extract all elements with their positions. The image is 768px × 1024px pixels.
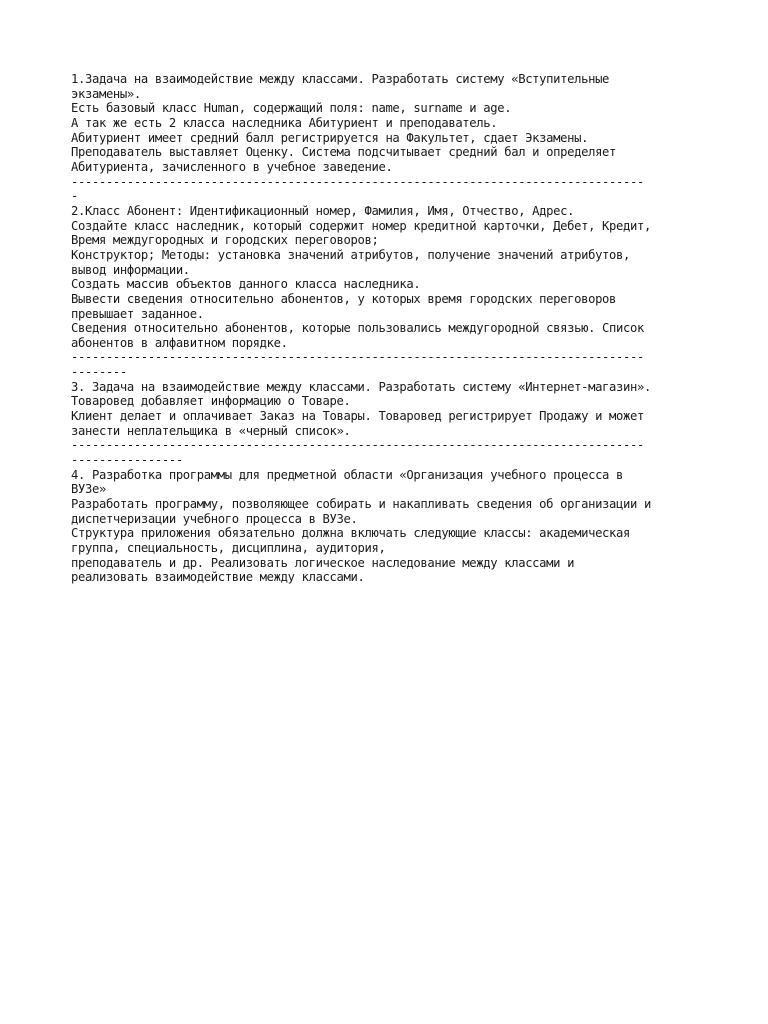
text-line: - xyxy=(71,189,78,204)
text-line: ---------------------------------------------------------------------------------- xyxy=(71,438,644,453)
text-line: 2.Класс Абонент: Идентификационный номер, Фамилия, Имя, Отчество, Адрес. xyxy=(71,203,575,218)
text-line: реализовать взаимодействие между классами. xyxy=(71,570,365,585)
text-line: А так же есть 2 класса наследника Абитуриент и преподаватель. xyxy=(71,115,498,130)
text-line: Конструктор; Методы: установка значений атрибутов, получение значений атрибутов, xyxy=(71,247,631,262)
text-line: ---------------- xyxy=(71,453,183,468)
text-line: 1.Задача на взаимодействие между классами. Разработать систему «Вступительные xyxy=(71,72,610,86)
text-line: Вывести сведения относительно абонентов, у которых время городских переговоров xyxy=(71,291,617,306)
text-line: Преподаватель выставляет Оценку. Система подсчитывает средний бал и определяет xyxy=(71,145,617,160)
text-line: Сведения относительно абонентов, которые пользовались междугородной связью. Список xyxy=(71,321,644,336)
text-line: Есть базовый класс Human, содержащий поля: name, surname и age. xyxy=(71,101,512,116)
text-line: Структура приложения обязательно должна включать следующие классы: академическая xyxy=(71,526,631,541)
text-line: 4. Разработка программы для предметной области «Организация учебного процесса в xyxy=(71,467,624,482)
text-line: -------- xyxy=(71,365,127,380)
text-line: Абитуриента, зачисленного в учебное заведение. xyxy=(71,159,393,174)
document-text xyxy=(71,72,711,585)
text-line: превышает заданное. xyxy=(71,306,204,321)
text-line: Создать массив объектов данного класса наследника. xyxy=(71,277,421,292)
text-line: 3. Задача на взаимодействие между классами. Разработать систему «Интернет-магазин». xyxy=(71,379,651,394)
text-line: Клиент делает и оплачивает Заказ на Товары. Товаровед регистрирует Продажу и может xyxy=(71,409,644,424)
text-line: группа, специальность, дисциплина, аудитория, xyxy=(71,541,386,555)
text-line: преподаватель и др. Реализовать логическое наследование между классами и xyxy=(71,555,575,570)
text-line: ---------------------------------------------------------------------------------- xyxy=(71,174,644,189)
text-line: диспетчеризации учебного процесса в ВУЗе. xyxy=(71,511,358,526)
text-line: ВУЗе» xyxy=(71,482,106,497)
text-line: Время междугородных и городских переговоров; xyxy=(71,233,379,248)
text-line: Разработать программу, позволяющее собирать и накапливать сведения об организации и xyxy=(71,497,651,512)
text-line: экзамены». xyxy=(71,86,141,101)
text-line: Абитуриент имеет средний балл регистрируется на Факультет, сдает Экзамены. xyxy=(71,130,589,145)
text-line: вывод информации. xyxy=(71,262,190,277)
text-line: ---------------------------------------------------------------------------------- xyxy=(71,350,644,365)
text-line: Товаровед добавляет информацию о Товаре. xyxy=(71,394,351,409)
text-line: абонентов в алфавитном порядке. xyxy=(71,335,288,350)
text-line: Создайте класс наследник, который содержит номер кредитной карточки, Дебет, Кредит, xyxy=(71,218,651,233)
text-line: занести неплательщика в «черный список». xyxy=(71,423,351,438)
